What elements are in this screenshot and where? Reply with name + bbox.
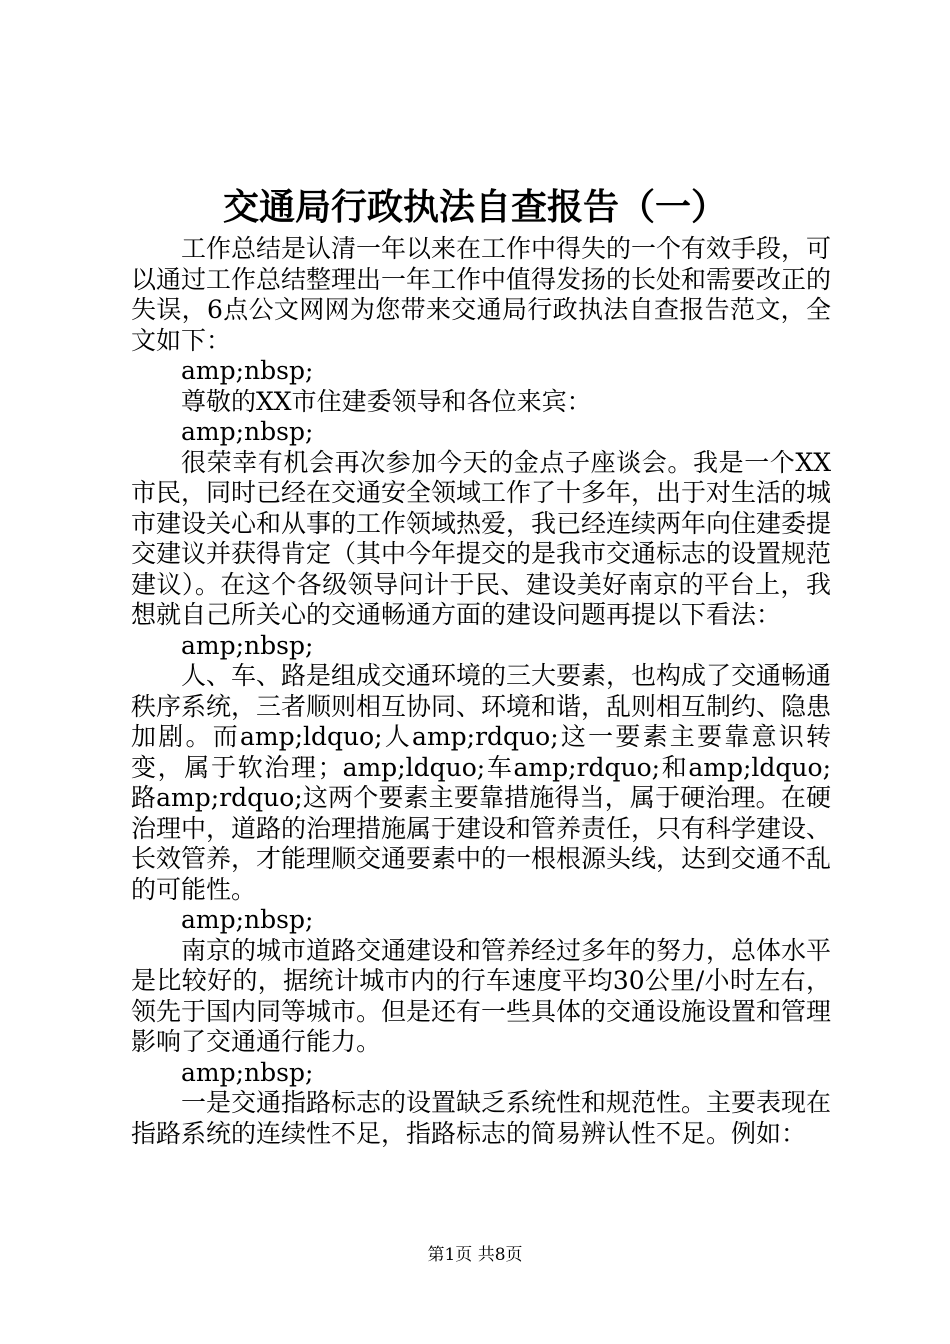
- paragraph-elements: 人、车、路是组成交通环境的三大要素，也构成了交通畅通秩序系统，三者顺则相互协同、环境和谐，乱则相互制约、隐患加剧。而amp;ldquo;人amp;rdquo;这一要素主要靠意识转变，属于软治理；amp;ldquo;车amp;rdquo;和amp;ldquo;路amp;rdquo;这两个要素主要靠措施得当，属于硬治理。在硬治理中，道路的治理措施属于建设和管养责任，只有科学建设、长效管养，才能理顺交通要素中的一根根源头线，达到交通不乱的可能性。: [131, 661, 832, 904]
- paragraph-intro: 工作总结是认清一年以来在工作中得失的一个有效手段，可以通过工作总结整理出一年工作中值得发扬的长处和需要改正的失误，6点公文网网为您带来交通局行政执法自查报告范文，全文如下：: [131, 234, 832, 355]
- paragraph-salutation: 尊敬的XX市住建委领导和各位来宾：: [181, 386, 592, 416]
- paragraph-nbsp: amp;nbsp;: [181, 630, 314, 660]
- paragraph-nbsp: amp;nbsp;: [181, 1057, 314, 1087]
- paragraph-nbsp: amp;nbsp;: [181, 356, 314, 385]
- paragraph-nbsp: amp;nbsp;: [181, 417, 314, 446]
- document-body: [131, 234, 831, 1149]
- document-title: 交通局行政执法自查报告（一）: [222, 186, 727, 228]
- paragraph-issue-one: 一是交通指路标志的设置缺乏系统性和规范性。主要表现在指路系统的连续性不足，指路标志的简易辨认性不足。例如：: [131, 1088, 832, 1148]
- paragraph-opening: 很荣幸有机会再次参加今天的金点子座谈会。我是一个XX市民，同时已经在交通安全领域工作了十多年，出于对生活的城市建设关心和从事的工作领域热爱，我已经连续两年向住建委提交建议并获得肯定（其中今年提交的是我市交通标志的设置规范建议）。在这个各级领导问计于民、建设美好南京的平台上，我想就自己所关心的交通畅通方面的建设问题再提以下看法：: [131, 447, 832, 629]
- page-footer: 第1页 共8页: [427, 1245, 523, 1265]
- paragraph-status: 南京的城市道路交通建设和管养经过多年的努力，总体水平是比较好的，据统计城市内的行车速度平均30公里/小时左右，领先于国内同等城市。但是还有一些具体的交通设施设置和管理影响了交通通行能力。: [131, 935, 832, 1056]
- paragraph-nbsp: amp;nbsp;: [181, 905, 314, 934]
